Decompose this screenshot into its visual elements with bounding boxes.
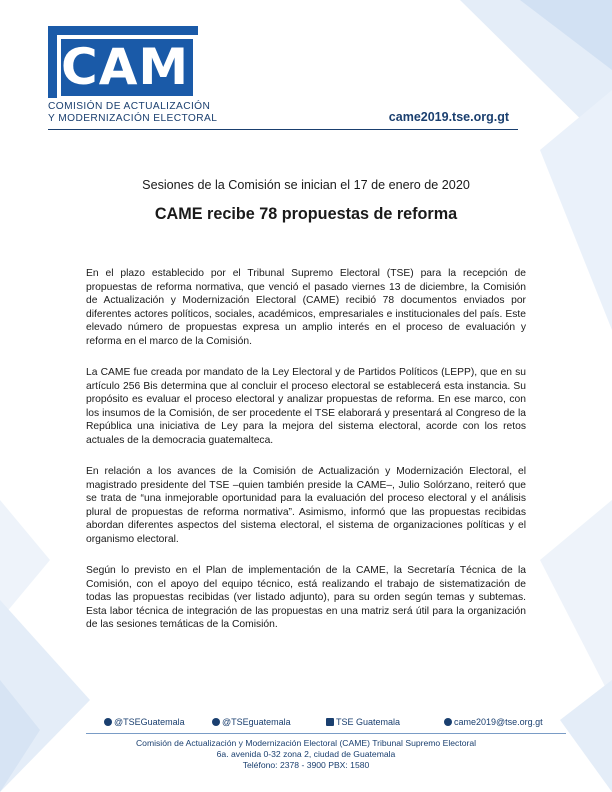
- instagram-icon: [212, 718, 220, 726]
- email-icon: [444, 718, 452, 726]
- came-logo: [48, 26, 225, 98]
- paragraph-2: La CAME fue creada por mandato de la Ley Electoral y de Partidos Políticos (LEPP), que en su artículo 256 Bis determina que al concluir el proceso electoral se establecerá esta instancia. Su propósito es evaluar el proceso electoral y analizar propuestas de reforma. En ese marco, con los insumos de la Comisión, de ser procedente el TSE elaborará y presentará al Congreso de la República una iniciativa de Ley para la mejora del sistema electoral, acorde con los retos actuales de la democracia guatemalteca.: [86, 367, 526, 446]
- social-email[interactable]: [444, 717, 543, 727]
- paragraph-1: En el plazo establecido por el Tribunal Supremo Electoral (TSE) para la recepción de propuestas de reforma normativa, que venció el pasado viernes 13 de diciembre, la Comisión de Actualización y Modernización Electoral (CAME) recibió 78 documentos enviados por diferentes actores políticos, sociales, académicos, empresariales e institucionales del país. Este elevado número de propuestas expresa un amplio interés en el proceso de evaluación y reforma en el marco de la Comisión.: [86, 268, 526, 347]
- social-instagram[interactable]: [212, 717, 291, 727]
- email-address: came2019@tse.org.gt: [454, 717, 543, 727]
- footer-line-3: Teléfono: 2378 - 3900 PBX: 1580: [242, 760, 370, 770]
- instagram-handle: @TSEguatemala: [222, 717, 291, 727]
- org-name-line-1: COMISIÓN DE ACTUALIZACIÓN: [48, 101, 211, 112]
- social-facebook[interactable]: [326, 717, 400, 727]
- footer-divider: [86, 733, 566, 734]
- facebook-icon: [326, 718, 334, 726]
- twitter-handle: @TSEGuatemala: [114, 717, 185, 727]
- paragraph-4: Según lo previsto en el Plan de implementación de la CAME, la Secretaría Técnica de la Comisión, con el apoyo del equipo técnico, está realizando el trabajo de sistematización de todas las propuestas recibidas (ver listado adjunto), para su orden según temas y subtemas. Esta labor técnica de integración de las propuestas en una matriz será útil para la organización de las sesiones temáticas de la Comisión.: [86, 565, 526, 630]
- website-link[interactable]: came2019.tse.org.gt: [388, 110, 509, 124]
- social-twitter[interactable]: [104, 717, 185, 727]
- article-subtitle: Sesiones de la Comisión se inician el 17 de enero de 2020: [142, 178, 470, 192]
- header-divider: [48, 129, 518, 130]
- social-bar: [104, 717, 564, 731]
- org-name-line-2: Y MODERNIZACIÓN ELECTORAL: [48, 113, 218, 124]
- org-name: [48, 101, 217, 125]
- footer: [0, 738, 612, 771]
- footer-line-2: 6a. avenida 0-32 zona 2, ciudad de Guatemala: [216, 749, 396, 759]
- twitter-icon: [104, 718, 112, 726]
- paragraph-3: En relación a los avances de la Comisión de Actualización y Modernización Electoral, el magistrado presidente del TSE –quien también preside la CAME–, Julio Solórzano, reiteró que se trata de “una inmejorable oportunidad para la evaluación del proceso electoral y el análisis plural de propuestas de reforma normativa”. Asimismo, informó que las propuestas recibidas abordan diferentes aspectos del sistema electoral, el sistema de organizaciones políticas y el organismo electoral.: [86, 466, 526, 545]
- footer-line-1: Comisión de Actualización y Modernización Electoral (CAME) Tribunal Supremo Electoral: [135, 738, 477, 748]
- article-body: [86, 267, 526, 650]
- article-title: CAME recibe 78 propuestas de reforma: [154, 205, 458, 223]
- facebook-handle: TSE Guatemala: [336, 717, 401, 727]
- logo-text: CAME: [61, 38, 225, 96]
